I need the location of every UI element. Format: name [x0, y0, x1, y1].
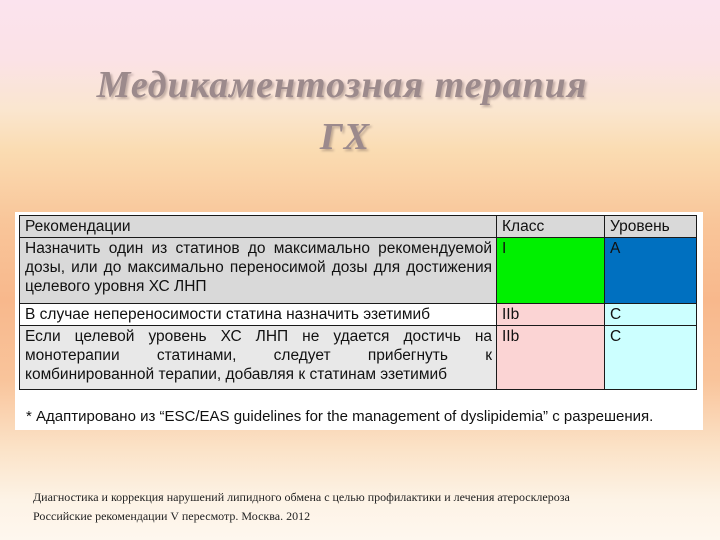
header-recommendations: Рекомендации [20, 216, 497, 238]
slide-title-line2: ГХ [319, 116, 371, 158]
class-cell: I [497, 238, 605, 304]
recommendations-table [19, 215, 697, 390]
level-cell: C [605, 304, 697, 326]
header-level: Уровень [605, 216, 697, 238]
recommendation-cell: Назначить один из статинов до максимально рекомендуемой дозы, или до максимально переносимой дозы для достижения целевого уровня ХС ЛНП [20, 238, 497, 304]
table-row [20, 238, 697, 304]
class-cell: IIb [497, 304, 605, 326]
source-line-2: Российские рекомендации V пересмотр. Москва. 2012 [33, 509, 311, 523]
table-footnote: * Адаптировано из “ESC/EAS guidelines for the management of dyslipidemia” с разрешения. [26, 408, 654, 425]
recommendations-table-container [15, 212, 703, 430]
header-class: Класс [497, 216, 605, 238]
level-cell: A [605, 238, 697, 304]
source-citation [33, 488, 570, 526]
table-row [20, 326, 697, 390]
slide-title-line1: Медикаментозная терапия [96, 64, 588, 106]
class-cell: IIb [497, 326, 605, 390]
table-header-row [20, 216, 697, 238]
source-line-1: Диагностика и коррекция нарушений липидного обмена с целью профилактики и лечения атеросклероза [33, 490, 570, 504]
level-cell: C [605, 326, 697, 390]
recommendation-cell: Если целевой уровень ХС ЛНП не удается достичь на монотерапии статинами, следует прибегнуть к комбинированной терапии, добавляя к статинам эзетимиб [20, 326, 497, 390]
table-row [20, 304, 697, 326]
recommendation-cell: В случае непереносимости статина назначить эзетимиб [20, 304, 497, 326]
